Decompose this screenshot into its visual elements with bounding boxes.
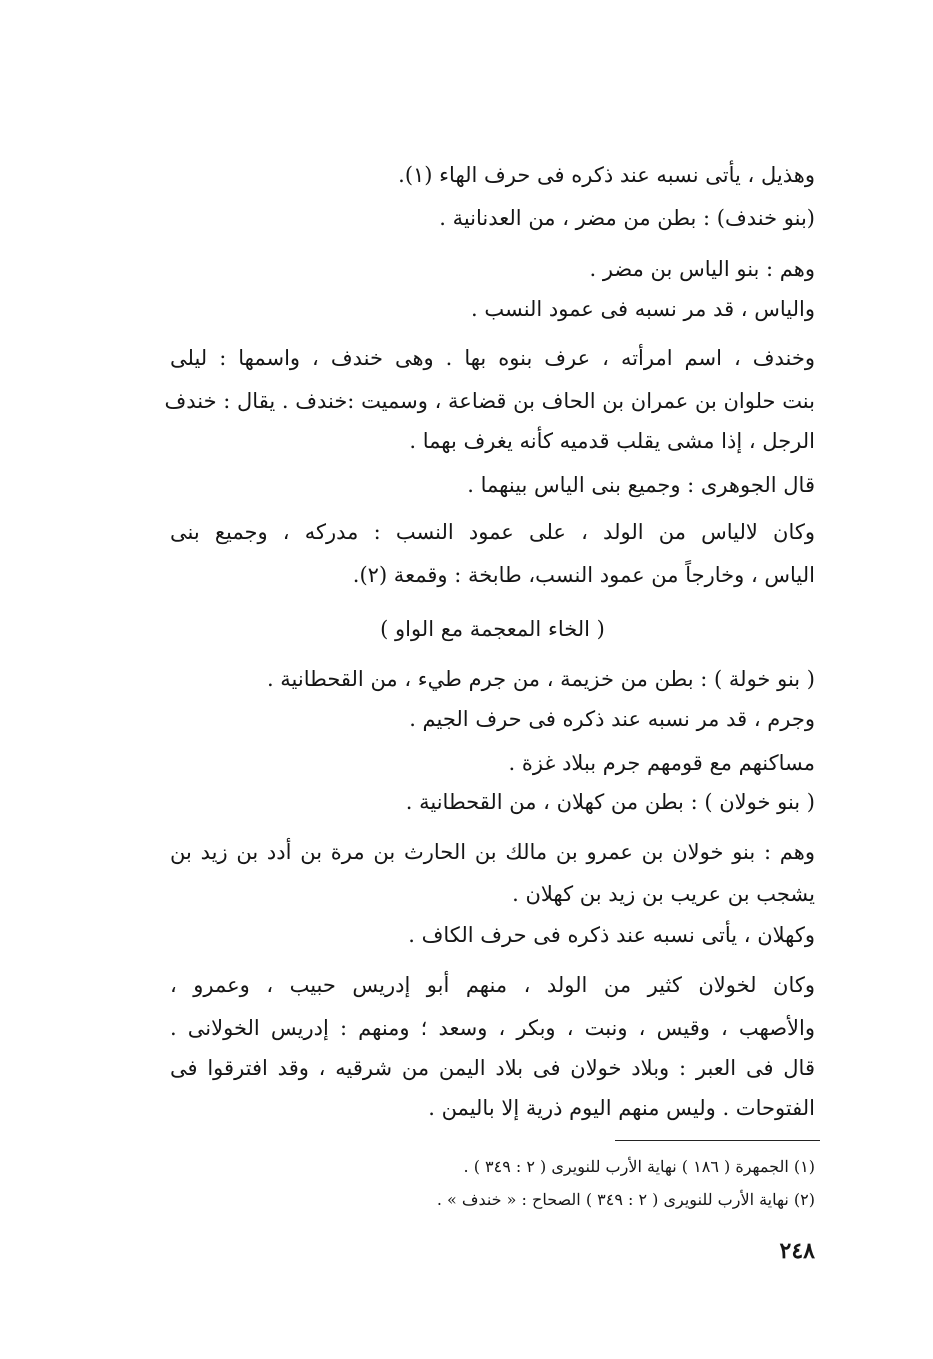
body-line: ( بنو خولان ) : بطن من كهلان ، من القحطانية . [405, 790, 815, 814]
body-line: والياس ، قد مر نسبه فى عمود النسب . [470, 297, 815, 321]
body-line: وجرم ، قد مر نسبه عند ذكره فى حرف الجيم . [409, 707, 815, 731]
body-line: وخندف ، اسم امرأته ، عرف بنوه بها . وهى خندف ، واسمها : ليلى [170, 346, 815, 370]
body-line: بنت حلوان بن عمران بن الحاف بن قضاعة ، وسميت :خندف . يقال : خندف [164, 389, 815, 413]
body-text-1 [164, 160, 815, 470]
body-text-2 [170, 660, 815, 1140]
body-line: والأصهب ، وقيس ، ونبت ، وبكر ، وسعد ؛ ومنهم : إدريس الخولانى . [170, 1016, 815, 1040]
footnote-divider [615, 1140, 820, 1141]
body-line: وكان لالياس من الولد ، على عمود النسب : مدركه ، وجميع بنى [170, 520, 815, 544]
body-line: وكان لخولان كثير من الولد ، منهم أبو إدريس حبيب ، وعمرو ، [170, 973, 815, 997]
page-number: ٢٤٨ [779, 1238, 815, 1264]
body-line: ( بنو خولة ) : بطن من خزيمة ، من جرم طيء ، من القحطانية . [266, 667, 815, 691]
footnote-2: (٢) نهاية الأرب للنويرى ( ٢ : ٣٤٩ ) الصحاح : « خندف » . [436, 1190, 815, 1209]
body-line: وكهلان ، يأتى نسبه عند ذكره فى حرف الكاف . [408, 923, 815, 947]
footnote-1: (١) الجمهرة ( ١٨٦ ) نهاية الأرب للنويرى ( ٢ : ٣٤٩ ) . [463, 1157, 815, 1176]
body-line: الفتوحات . وليس منهم اليوم ذرية إلا باليمن . [428, 1096, 815, 1120]
body-line: مساكنهم مع قومهم جرم ببلاد غزة . [508, 751, 815, 775]
body-line: (بنو خندف) : بطن من مضر ، من العدنانية . [439, 206, 815, 230]
body-line: الياس ، وخارجاً من عمود النسب، طابخة : وقمعة (٢). [352, 563, 815, 587]
body-line: يشجب بن عريب بن زيد بن كهلان . [512, 882, 815, 906]
body-line: وهذيل ، يأتى نسبه عند ذكره فى حرف الهاء (١). [398, 163, 815, 187]
body-text-1b [170, 470, 815, 600]
body-line: الرجل ، إذا مشى يقلب قدميه كأنه يغرف بهما . [409, 429, 815, 453]
body-line: قال فى العبر : وبلاد خولان فى بلاد اليمن من شرقيه ، وقد افترقوا فى [170, 1056, 815, 1080]
body-line: قال الجوهرى : وجميع بنى الياس بينهما . [467, 473, 815, 497]
body-line: وهم : بنو الياس بن مضر . [589, 257, 815, 281]
section-heading: ( الخاء المعجمة مع الواو ) [380, 617, 605, 641]
body-line: وهم : بنو خولان بن عمرو بن مالك بن الحارث بن مرة بن أدد بن زيد بن [170, 840, 815, 864]
